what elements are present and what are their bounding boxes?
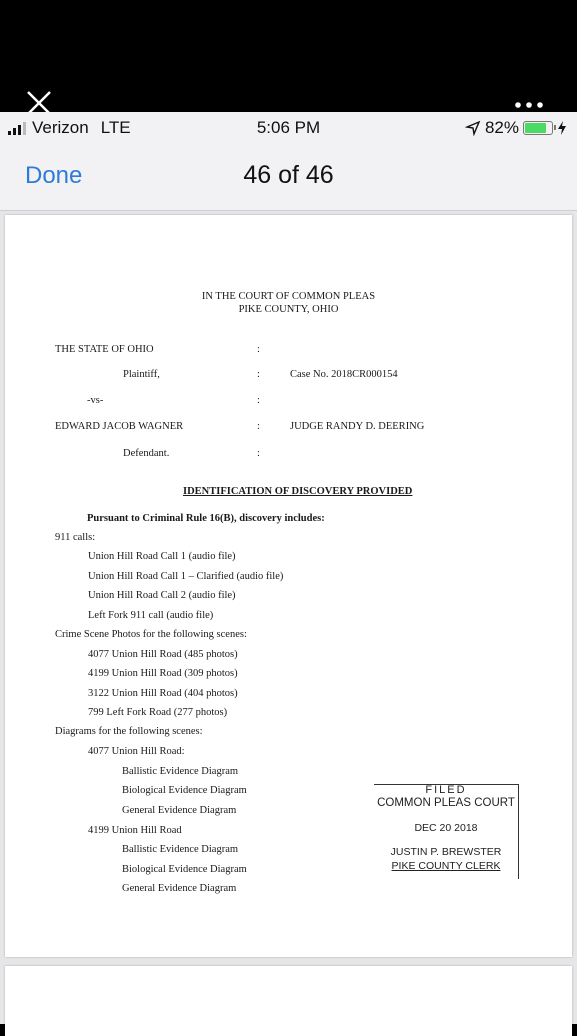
- state-name: THE STATE OF OHIO: [55, 344, 154, 355]
- list-item: 4077 Union Hill Road (485 photos): [88, 649, 238, 660]
- list-item: Union Hill Road Call 1 (audio file): [88, 551, 236, 562]
- versus-label: -vs-: [87, 395, 104, 406]
- defendant-name: EDWARD JACOB WAGNER: [55, 421, 184, 432]
- document-page: [5, 215, 572, 957]
- list-item: Biological Evidence Diagram: [122, 864, 247, 875]
- list-item: Biological Evidence Diagram: [122, 785, 247, 796]
- list-item: Left Fork 911 call (audio file): [88, 610, 214, 621]
- ellipsis-icon[interactable]: [514, 100, 544, 110]
- list-item: General Evidence Diagram: [122, 883, 237, 894]
- list-item: Union Hill Road Call 2 (audio file): [88, 590, 236, 601]
- stamp-date: DEC 20 2018: [414, 822, 478, 834]
- list-item: 799 Left Fork Road (277 photos): [88, 707, 228, 718]
- document-heading: IDENTIFICATION OF DISCOVERY PROVIDED: [183, 486, 413, 497]
- battery-percent: 82%: [484, 118, 519, 137]
- stamp-clerk-title: PIKE COUNTY CLERK: [391, 860, 501, 872]
- case-number: Case No. 2018CR000154: [290, 369, 398, 380]
- calls-header: 911 calls:: [55, 532, 96, 543]
- status-bar: [0, 112, 577, 144]
- carrier-name: Verizon: [32, 118, 89, 137]
- scene-heading: 4077 Union Hill Road:: [88, 746, 185, 757]
- plaintiff-label: Plaintiff,: [123, 369, 160, 380]
- nav-bar: [0, 144, 577, 211]
- list-item: 3122 Union Hill Road (404 photos): [88, 688, 238, 699]
- scene-heading: 4199 Union Hill Road: [88, 825, 182, 836]
- diagrams-header: Diagrams for the following scenes:: [55, 726, 203, 737]
- charging-bolt-icon: [557, 121, 567, 135]
- page-counter: 46 of 46: [243, 161, 334, 189]
- judge-name: JUDGE RANDY D. DEERING: [290, 421, 425, 432]
- intro-line: Pursuant to Criminal Rule 16(B), discovery includes:: [87, 513, 325, 524]
- court-line1: IN THE COURT OF COMMON PLEAS: [201, 291, 376, 302]
- court-line2: PIKE COUNTY, OHIO: [238, 304, 339, 315]
- caption-colon: :: [257, 395, 260, 406]
- filed-stamp: [374, 784, 519, 879]
- photos-header: Crime Scene Photos for the following scenes:: [55, 629, 247, 640]
- list-item: Union Hill Road Call 1 – Clarified (audio file): [88, 571, 284, 582]
- battery-icon: [523, 121, 553, 135]
- defendant-label: Defendant.: [123, 448, 170, 459]
- list-item: 4199 Union Hill Road (309 photos): [88, 668, 238, 679]
- caption-colon: :: [257, 369, 260, 380]
- stamp-filed: FILED: [425, 784, 467, 796]
- stamp-clerk-name: JUSTIN P. BREWSTER: [390, 846, 502, 858]
- network-type: LTE: [100, 118, 131, 137]
- list-item: Ballistic Evidence Diagram: [122, 766, 239, 777]
- stamp-court: COMMON PLEAS COURT: [377, 797, 515, 809]
- next-page-preview: [5, 966, 572, 1036]
- location-arrow-icon: [465, 120, 481, 136]
- caption-colon: :: [257, 344, 260, 355]
- top-black-bar: [0, 0, 577, 112]
- status-right: [465, 118, 567, 138]
- list-item: General Evidence Diagram: [122, 805, 237, 816]
- status-time: 5:06 PM: [256, 118, 321, 137]
- document-viewer[interactable]: [0, 211, 577, 1024]
- caption-colon: :: [257, 448, 260, 459]
- caption-colon: :: [257, 421, 260, 432]
- list-item: Ballistic Evidence Diagram: [122, 844, 239, 855]
- done-button[interactable]: Done: [25, 162, 83, 189]
